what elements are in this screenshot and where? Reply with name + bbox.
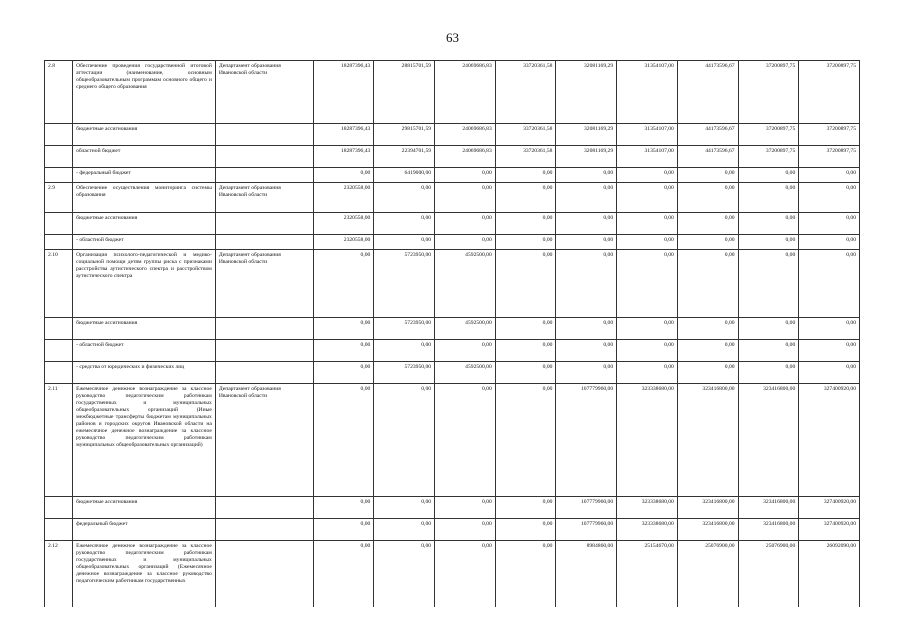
value-cell: 0,00 [799,183,860,213]
executor-cell [215,541,313,608]
table-row [45,362,860,384]
activity-name-cell: Ежемесячное денежное вознаграждение за классное руководство педагогическим работникам государственных и муниципальных общеобразовательных организаций (Иные межбюджетные трансферты бюджетам муниципальных районов и городских округов Ивановской области на ежемесячное денежное вознаграждение за классное руководство педагогическим работникам муниципальных общеобразовательных организаций) [73,384,216,497]
activity-name-cell: бюджетные ассигнования [73,497,216,519]
value-cell: 323416800,00 [677,497,738,519]
activity-name-cell: областной бюджет [73,146,216,168]
executor-cell [215,168,313,183]
activity-name-cell: - областной бюджет [73,340,216,362]
value-cell: 24069686,83 [435,61,496,124]
value-cell: 323338680,00 [617,384,678,497]
activity-name-cell: федеральный бюджет [73,519,216,541]
value-cell: 0,00 [799,250,860,318]
value-cell: 0,00 [617,235,678,250]
value-cell: 0,00 [435,497,496,519]
value-cell: 327400920,00 [799,497,860,519]
value-cell: 0,00 [556,235,617,250]
row-number-cell [45,340,73,362]
value-cell: 18287396,43 [313,61,374,124]
row-number-cell: 2.12 [45,541,73,608]
value-cell: 25076900,00 [738,541,799,608]
value-cell: 37200897,75 [799,61,860,124]
value-cell: 0,00 [617,183,678,213]
activity-name-cell: бюджетные ассигнования [73,213,216,235]
value-cell: 0,00 [374,213,435,235]
value-cell: 0,00 [495,183,556,213]
value-cell: 0,00 [738,362,799,384]
value-cell: 0,00 [435,541,496,608]
value-cell: 0,00 [738,250,799,318]
page-number: 63 [446,30,459,45]
value-cell: 0,00 [313,384,374,497]
value-cell: 0,00 [617,340,678,362]
row-number-cell [45,497,73,519]
value-cell: 0,00 [495,340,556,362]
value-cell: 32081169,29 [556,146,617,168]
value-cell: 0,00 [313,497,374,519]
value-cell: 0,00 [617,250,678,318]
value-cell: 5723950,00 [374,250,435,318]
value-cell: 0,00 [374,183,435,213]
budget-table-container [44,60,860,607]
table-row [45,168,860,183]
value-cell: 0,00 [495,235,556,250]
value-cell: 0,00 [374,340,435,362]
value-cell: 2320558,00 [313,183,374,213]
value-cell: 0,00 [313,362,374,384]
row-number-cell: 2.10 [45,250,73,318]
row-number-cell [45,318,73,340]
executor-cell: Департамент образования Ивановской области [215,61,313,124]
value-cell: 0,00 [435,384,496,497]
executor-cell: Департамент образования Ивановской области [215,384,313,497]
value-cell: 0,00 [556,318,617,340]
value-cell: 0,00 [435,235,496,250]
table-row [45,146,860,168]
value-cell: 0,00 [738,213,799,235]
table-row [45,124,860,146]
value-cell: 0,00 [435,168,496,183]
value-cell: 0,00 [617,168,678,183]
value-cell: 0,00 [556,168,617,183]
value-cell: 0,00 [556,213,617,235]
value-cell: 44173596,67 [677,146,738,168]
value-cell: 0,00 [374,497,435,519]
row-number-cell: 2.8 [45,61,73,124]
value-cell: 4592500,00 [435,318,496,340]
value-cell: 44173596,67 [677,124,738,146]
value-cell: 0,00 [677,250,738,318]
value-cell: 22394701,59 [374,146,435,168]
value-cell: 0,00 [495,318,556,340]
table-row [45,183,860,213]
value-cell: 0,00 [313,250,374,318]
value-cell: 0,00 [738,168,799,183]
value-cell: 107779960,00 [556,384,617,497]
executor-cell [215,318,313,340]
value-cell: 323338680,00 [617,497,678,519]
executor-cell [215,124,313,146]
value-cell: 0,00 [738,183,799,213]
value-cell: 107779960,00 [556,497,617,519]
row-number-cell: 2.9 [45,183,73,213]
value-cell: 4592500,00 [435,250,496,318]
value-cell: 24069686,83 [435,146,496,168]
value-cell: 0,00 [495,168,556,183]
value-cell: 0,00 [799,235,860,250]
activity-name-cell: - федеральный бюджет [73,168,216,183]
activity-name-cell: бюджетные ассигнования [73,318,216,340]
value-cell: 2320558,00 [313,235,374,250]
value-cell: 0,00 [738,340,799,362]
value-cell: 0,00 [738,235,799,250]
value-cell: 37200897,75 [799,124,860,146]
value-cell: 31354107,00 [617,124,678,146]
value-cell: 2320558,00 [313,213,374,235]
value-cell: 0,00 [313,340,374,362]
table-row [45,519,860,541]
value-cell: 0,00 [617,362,678,384]
value-cell: 25154670,00 [617,541,678,608]
activity-name-cell: - средства от юридических и физических лиц [73,362,216,384]
value-cell: 0,00 [738,318,799,340]
table-row [45,497,860,519]
value-cell: 32081169,29 [556,124,617,146]
table-row [45,340,860,362]
value-cell: 323416800,00 [738,497,799,519]
value-cell: 0,00 [556,340,617,362]
value-cell: 0,00 [374,519,435,541]
value-cell: 8984860,00 [556,541,617,608]
table-row [45,235,860,250]
executor-cell [215,146,313,168]
value-cell: 44173596,67 [677,61,738,124]
executor-cell [215,213,313,235]
value-cell: 4592500,00 [435,362,496,384]
value-cell: 6419000,00 [374,168,435,183]
value-cell: 0,00 [677,340,738,362]
value-cell: 0,00 [495,519,556,541]
value-cell: 0,00 [495,497,556,519]
value-cell: 29815701,59 [374,124,435,146]
value-cell: 0,00 [495,541,556,608]
budget-table-body [45,61,860,608]
value-cell: 0,00 [677,235,738,250]
value-cell: 26092090,00 [799,541,860,608]
activity-name-cell: Обеспечение проведения государственной итоговой аттестации (наименование, основным общеобразовательным программам основного общего и среднего общего образования [73,61,216,124]
value-cell: 0,00 [495,250,556,318]
value-cell: 0,00 [556,183,617,213]
executor-cell [215,340,313,362]
activity-name-cell: Организация психолого-педагогической и медико-социальной помощи детям группы риска с признаками расстройства аутистического спектра и расстройством аутистического спектра [73,250,216,318]
table-row [45,250,860,318]
value-cell: 323416800,00 [677,519,738,541]
value-cell: 33720361,58 [495,61,556,124]
activity-name-cell: Ежемесячное денежное вознаграждение за классное руководство педагогическим работникам государственных и муниципальных общеобразовательных организаций (Ежемесячное денежное вознаграждение за классное руководство педагогическим работникам государственных [73,541,216,608]
value-cell: 0,00 [435,183,496,213]
value-cell: 0,00 [435,340,496,362]
row-number-cell [45,146,73,168]
value-cell: 0,00 [374,541,435,608]
value-cell: 18287396,43 [313,146,374,168]
value-cell: 327400920,00 [799,519,860,541]
value-cell: 33720361,58 [495,124,556,146]
value-cell: 323338680,00 [617,519,678,541]
value-cell: 0,00 [495,362,556,384]
table-row [45,61,860,124]
executor-cell: Департамент образования Ивановской области [215,183,313,213]
row-number-cell [45,235,73,250]
value-cell: 0,00 [677,168,738,183]
value-cell: 0,00 [313,541,374,608]
value-cell: 323416800,00 [677,384,738,497]
value-cell: 0,00 [677,362,738,384]
value-cell: 323416800,00 [738,384,799,497]
value-cell: 0,00 [313,519,374,541]
value-cell: 0,00 [677,318,738,340]
value-cell: 28815701,59 [374,61,435,124]
value-cell: 107779960,00 [556,519,617,541]
value-cell: 33720361,58 [495,146,556,168]
row-number-cell: 2.11 [45,384,73,497]
executor-cell [215,519,313,541]
value-cell: 37200897,75 [738,61,799,124]
value-cell: 0,00 [799,340,860,362]
value-cell: 0,00 [435,519,496,541]
executor-cell [215,235,313,250]
value-cell: 31354107,00 [617,61,678,124]
value-cell: 0,00 [799,362,860,384]
value-cell: 0,00 [556,362,617,384]
value-cell: 0,00 [617,318,678,340]
value-cell: 5723950,00 [374,318,435,340]
executor-cell [215,362,313,384]
executor-cell [215,497,313,519]
value-cell: 0,00 [374,235,435,250]
row-number-cell [45,213,73,235]
value-cell: 24069686,83 [435,124,496,146]
value-cell: 0,00 [495,213,556,235]
value-cell: 32081169,29 [556,61,617,124]
value-cell: 37200897,75 [799,146,860,168]
value-cell: 37200897,75 [738,146,799,168]
value-cell: 5723950,00 [374,362,435,384]
activity-name-cell: бюджетные ассигнования [73,124,216,146]
value-cell: 0,00 [374,384,435,497]
value-cell: 0,00 [677,183,738,213]
value-cell: 37200897,75 [738,124,799,146]
row-number-cell [45,124,73,146]
value-cell: 31354107,00 [617,146,678,168]
table-row [45,384,860,497]
value-cell: 0,00 [677,213,738,235]
value-cell: 0,00 [556,250,617,318]
budget-table [44,60,860,607]
value-cell: 0,00 [799,318,860,340]
value-cell: 18287396,43 [313,124,374,146]
row-number-cell [45,519,73,541]
row-number-cell [45,362,73,384]
value-cell: 327400920,00 [799,384,860,497]
table-row [45,318,860,340]
value-cell: 0,00 [799,213,860,235]
activity-name-cell: - областной бюджет [73,235,216,250]
value-cell: 0,00 [313,318,374,340]
value-cell: 0,00 [799,168,860,183]
table-row [45,213,860,235]
value-cell: 0,00 [617,213,678,235]
value-cell: 323416800,00 [738,519,799,541]
value-cell: 0,00 [435,213,496,235]
value-cell: 0,00 [313,168,374,183]
row-number-cell [45,168,73,183]
value-cell: 25076900,00 [677,541,738,608]
activity-name-cell: Обеспечение осуществления мониторинга системы образования [73,183,216,213]
value-cell: 0,00 [495,384,556,497]
executor-cell: Департамент образования Ивановской области [215,250,313,318]
table-row [45,541,860,608]
